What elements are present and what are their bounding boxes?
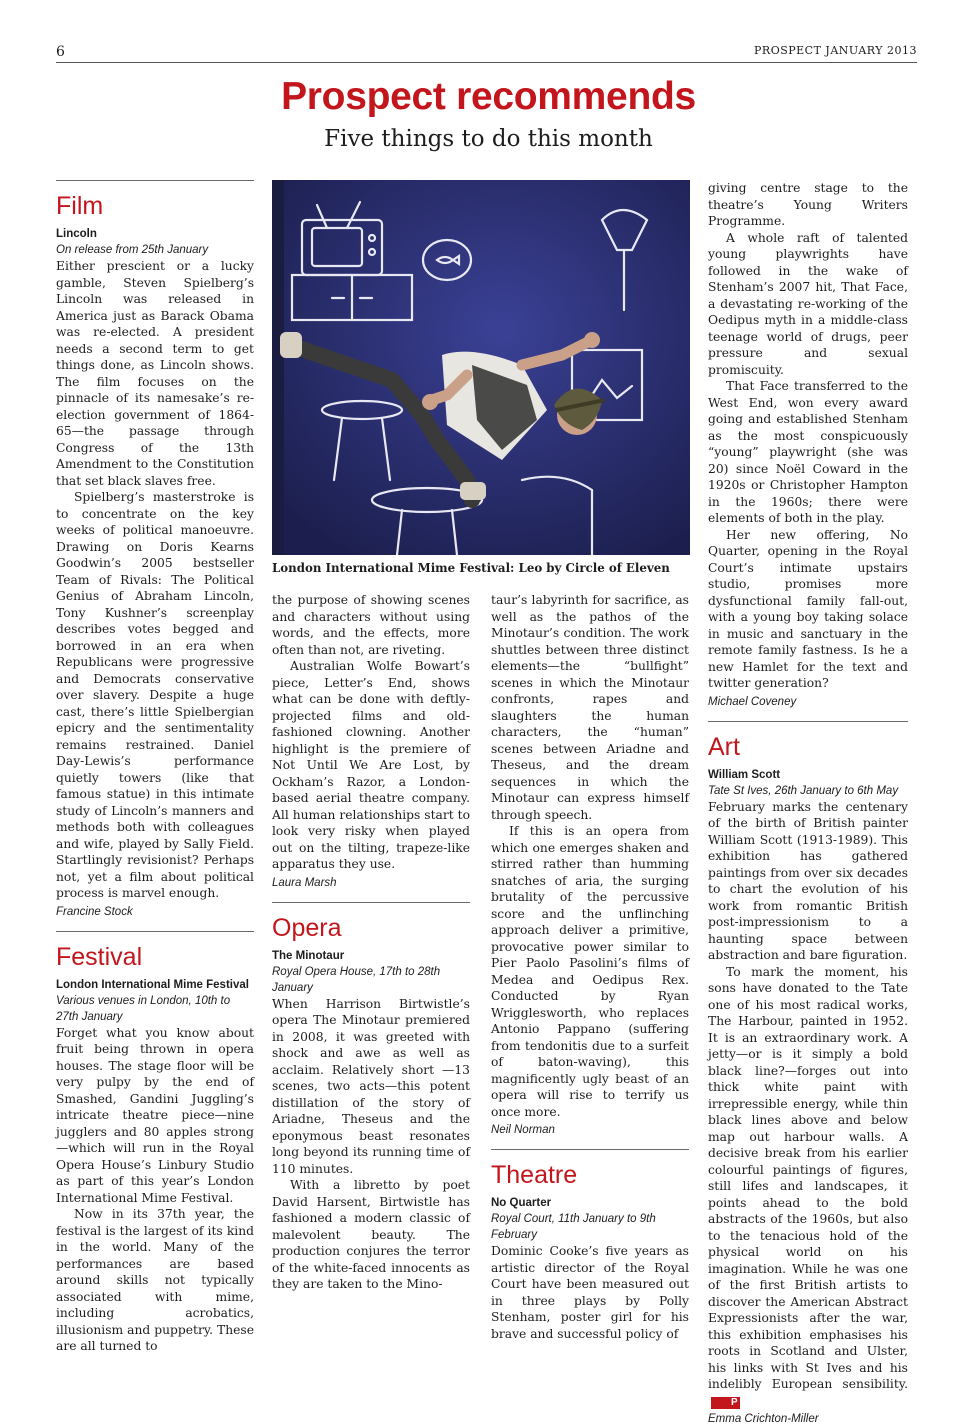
art-info: Tate St Ives, 26th January to 6th May	[708, 784, 899, 797]
theatre-section-heading: Theatre	[491, 1161, 578, 1189]
section-rule	[56, 180, 254, 181]
film-section-heading: Film	[56, 192, 104, 220]
masthead-title: Prospect recommends	[281, 75, 696, 118]
opera-section-heading: Opera	[272, 913, 342, 942]
film-title: Lincoln	[56, 228, 97, 240]
photo-caption: London International Mime Festival: Leo by Circle of Eleven	[272, 561, 670, 575]
theatre-paragraph: Dominic Cooke’s five years as artistic director of the Royal Court have been measured out in three plays by Polly Stenham, poster girl for his brave and successful policy of	[491, 1244, 689, 1341]
opera-paragraph: taur’s labyrinth for sacrifice, as well as the pathos of the Minotaur’s condition. The work shuttles between three distinct elements—the “bullfight” scenes in which the Minotaur confronts, rapes and slaughters the human characters, the “human” scenes between Ariadne and Theseus, and the dream sequences in which the Minotaur can express himself through speech.	[491, 593, 689, 822]
section-rule	[56, 931, 254, 932]
festival-paragraph: Now in its 37th year, the festival is the largest of its kind in the world. Many of the performances are based around skills not typically associated with mime, including acrobatics, illusionism and puppetry. These are all turned to	[56, 1207, 254, 1353]
column-4	[708, 180, 908, 1428]
mime-performer-illustration	[272, 180, 690, 555]
festival-byline: Laura Marsh	[272, 876, 337, 889]
running-head: PROSPECT JANUARY 2013	[754, 44, 917, 57]
column-3	[491, 592, 689, 1342]
page-number: 6	[56, 44, 65, 60]
art-byline: Emma Crichton-Miller	[708, 1413, 819, 1425]
section-rule	[272, 902, 470, 903]
theatre-paragraph: A whole raft of talented young playwrights have followed in the wake of Stenham’s 2007 hit, That Face, a devastating re-working of the Oedipus myth in a middle-class teenage world of drugs, peer pressure and sexual promiscuity.	[708, 230, 908, 377]
section-rule	[491, 1149, 689, 1150]
theatre-byline: Michael Coveney	[708, 695, 797, 708]
festival-section-heading: Festival	[56, 942, 143, 971]
end-mark-icon: P	[711, 1397, 740, 1409]
art-paragraph-text: To mark the moment, his sons have donated to the Tate one of his most radical works, The Harbour, painted in 1952. It is an extraordinary work. A jetty—or is it simply a bold black line?—forges out into thick white paint with irrepressible energy, while thin black lines above and below map out harbour walls. A decisive break from his earlier colourful paintings of figures, still lifes and landscapes, it points ahead to the bold abstracts of the 1960s, but also to the tenacious hold of the physical world on his imagination. While he was one of the first British artists to discover the American Abstract Expressionists after the war, this exhibition emphasises his roots in Scotland and Ulster, his links with St Ives and his indelibly European sensibility.	[708, 964, 908, 1391]
festival-paragraph: Forget what you know about fruit being thrown in opera houses. The stage floor will be very pulpy by the end of Smashed, Gandini Juggling’s intricate theatre piece—nine jugglers and 80 apples strong—which will run in the Royal Opera House’s Linbury Studio as part of this year’s London International Mime Festival.	[56, 1025, 254, 1205]
art-title: William Scott	[708, 768, 781, 781]
art-paragraph: February marks the centenary of the birth of British painter William Scott (1913-1989). This exhibition has gathered paintings from over six decades to chart the evolution of his work from romantic British post-impressionism to a haunting space between abstraction and bare figuration.	[708, 799, 908, 962]
opera-paragraph: With a libretto by poet David Harsent, Birtwistle has fashioned a modern classic of malevolent beauty. The production conjures the terror of the white-faced innocents as they are taken to the Mino-	[272, 1178, 470, 1291]
theatre-title: No Quarter	[491, 1197, 552, 1209]
film-paragraph: Spielberg’s masterstroke is to concentrate on the key weeks of political manoeuvre. Drawing on Doris Kearns Goodwin’s 2005 bestseller Team of Rivals: The Political Genius of Abraham Lincoln, Tony Kushner’s screenplay describes votes begged and borrowed in an era when Republicans were progressive and Democrats conservative over slavery. Despite a huge cast, there’s little Spielbergian epicry and the sentimentality remains restrained. Daniel Day-Lewis’s performance quietly towers (like that famous statue) in this intimate study of Lincoln’s manners and methods both with colleagues and wife, played by Sally Field. Startlingly revisionist? Perhaps not, yet a film about political process is marvel enough.	[56, 490, 254, 900]
masthead-subtitle: Five things to do this month	[324, 126, 653, 152]
festival-photo	[272, 180, 690, 555]
festival-paragraph: the purpose of showing scenes and characters without using words, and the effects, more often than not, are riveting.	[272, 593, 470, 657]
column-2	[272, 592, 470, 1293]
theatre-info: Royal Court, 11th January to 9th February	[491, 1213, 656, 1241]
opera-byline: Neil Norman	[491, 1124, 555, 1136]
opera-info: Royal Opera House, 17th to 28th January	[272, 965, 441, 994]
art-paragraph	[708, 964, 908, 1410]
film-byline: Francine Stock	[56, 905, 133, 918]
theatre-paragraph: Her new offering, No Quarter, opening in the Royal Court’s intimate upstairs studio, promises more dysfunctional family fall-out, with a young boy taking solace in music and sanctuary in the remote family fastness. Is he a new Hamlet for the text and twitter generation?	[708, 527, 908, 690]
section-rule	[708, 721, 908, 722]
festival-title: London International Mime Festival	[56, 978, 249, 991]
opera-paragraph: If this is an opera from which one emerges shaken and stirred rather than humming snatches of aria, the surging brutality of the percussive score and the unflinching approach deliver a primitive, provocative power similar to Pier Paolo Pasolini’s films of Medea and Oedipus Rex. Conducted by Ryan Wrigglesworth, who replaces Antonio Pappano (suffering from tendonitis due to a surfeit of baton-waving), this magnificently ugly beast of an opera will rise to terrify us once more.	[491, 824, 689, 1119]
festival-info: Various venues in London, 10th to 27th January	[56, 994, 231, 1023]
opera-title: The Minotaur	[272, 949, 345, 962]
art-section-heading: Art	[708, 732, 740, 761]
top-rule	[56, 62, 917, 63]
theatre-paragraph: That Face transferred to the West End, won every award going and established Stenham as the most conspicuously “young” playwright (she was 20) since Noël Coward in the 1920s or Christopher Hampton in the 1960s; there were elements of both in the play.	[708, 379, 908, 525]
column-1	[56, 180, 254, 1355]
opera-paragraph: When Harrison Birtwistle’s opera The Minotaur premiered in 2008, it was greeted with shock and awe as well as acclaim. Relatively short —13 scenes, two acts—this potent distillation of the story of Ariadne, Theseus and the eponymous beast resonates long beyond its running time of 110 minutes.	[272, 996, 470, 1176]
film-info: On release from 25th January	[56, 244, 209, 256]
film-paragraph: Either prescient or a lucky gamble, Steven Spielberg’s Lincoln was released in America just as Barack Obama was re-elected. A president needs a second term to get things done, as Lincoln shows. The film focuses on the pinnacle of its namesake’s re-election government of 1864-65—the passage through Congress of the 13th Amendment to the Constitution that set black slaves free.	[56, 259, 254, 488]
festival-paragraph: Australian Wolfe Bowart’s piece, Letter’s End, shows what can be done with deftly-projected films and old-fashioned clowning. Another highlight is the premiere of Not Until We Are Lost, by Ockham’s Razor, a London-based aerial theatre company. All human relationships start to look very risky when played out on the tilting, trapeze-like apparatus they use.	[272, 659, 470, 871]
theatre-paragraph: giving centre stage to the theatre’s Young Writers Programme.	[708, 181, 908, 228]
